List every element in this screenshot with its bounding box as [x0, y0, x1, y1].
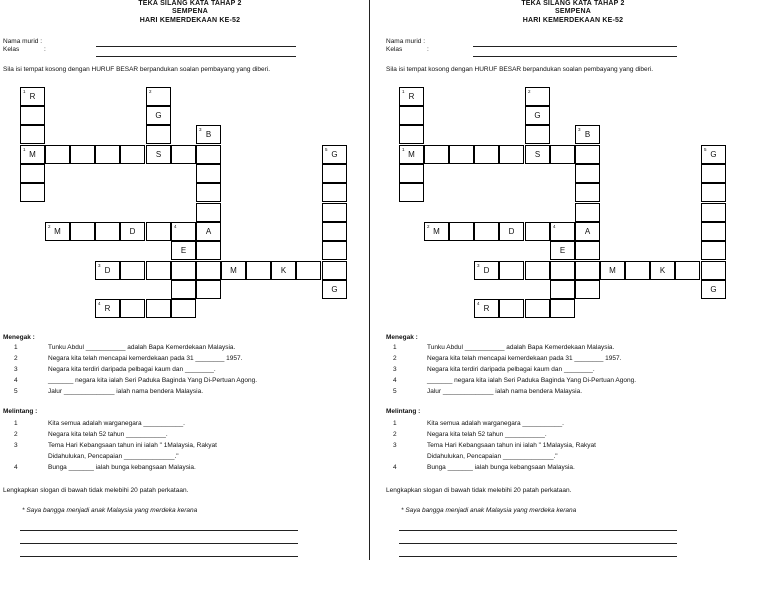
crossword-cell[interactable] — [322, 183, 347, 202]
crossword-cell[interactable] — [499, 261, 524, 280]
crossword-cell[interactable]: 1 R — [20, 87, 45, 106]
crossword-cell[interactable] — [171, 299, 196, 318]
crossword-cell[interactable] — [322, 164, 347, 183]
crossword-cell[interactable]: 4 — [550, 222, 575, 241]
crossword-cell[interactable]: 3 B — [575, 125, 600, 144]
class-label: Kelas — [3, 46, 20, 53]
title-line1: TEKA SILANG KATA TAHAP 2 — [521, 0, 625, 7]
crossword-cell[interactable] — [196, 183, 221, 202]
crossword-cell[interactable] — [196, 145, 221, 164]
crossword-cell[interactable] — [525, 261, 550, 280]
crossword-cell[interactable] — [675, 261, 700, 280]
crossword-cell[interactable]: M — [221, 261, 246, 280]
crossword-cell[interactable] — [399, 125, 424, 144]
crossword-cell[interactable] — [171, 261, 196, 280]
crossword-cell[interactable] — [499, 299, 524, 318]
answer-line[interactable] — [20, 543, 298, 544]
crossword-cell[interactable] — [575, 164, 600, 183]
crossword-cell[interactable] — [196, 280, 221, 299]
crossword-cell[interactable] — [399, 183, 424, 202]
crossword-cell[interactable] — [550, 145, 575, 164]
crossword-cell[interactable]: 2 M — [45, 222, 70, 241]
crossword-cell[interactable]: E — [550, 241, 575, 260]
crossword-cell[interactable]: 2 — [525, 87, 550, 106]
class-label: Kelas — [386, 46, 403, 53]
crossword-cell[interactable] — [399, 106, 424, 125]
crossword-cell[interactable] — [120, 299, 145, 318]
complete-instruction: Lengkapkan slogan di bawah tidak melebihi 20 patah perkataan. — [386, 487, 572, 494]
crossword-cell[interactable] — [550, 280, 575, 299]
crossword-cell[interactable] — [196, 203, 221, 222]
crossword-cell[interactable] — [499, 145, 524, 164]
slogan-prompt: * Saya bangga menjadi anak Malaysia yang merdeka kerana — [401, 507, 577, 514]
crossword-cell[interactable] — [120, 145, 145, 164]
crossword-cell[interactable] — [296, 261, 321, 280]
crossword-cell[interactable]: K — [271, 261, 296, 280]
crossword-cell[interactable] — [95, 222, 120, 241]
crossword-cell[interactable] — [322, 203, 347, 222]
answer-line[interactable] — [20, 530, 298, 531]
crossword-cell[interactable] — [120, 261, 145, 280]
title-line2: SEMPENA — [171, 8, 209, 15]
instruction: Sila isi tempat kosong dengan HURUF BESAR berpandukan soalan pembayang yang diberi. — [386, 66, 654, 73]
crossword-grid — [0, 0, 380, 330]
name-label: Nama murid : — [386, 38, 426, 45]
title-line3: HARI KEMERDEKAAN KE-52 — [522, 17, 624, 24]
crossword-cell[interactable] — [701, 183, 726, 202]
crossword-cell[interactable] — [474, 222, 499, 241]
crossword-cell[interactable] — [399, 164, 424, 183]
crossword-cell[interactable] — [550, 261, 575, 280]
crossword-cell[interactable] — [424, 145, 449, 164]
crossword-cell[interactable] — [525, 222, 550, 241]
complete-instruction: Lengkapkan slogan di bawah tidak melebihi 20 patah perkataan. — [3, 487, 189, 494]
crossword-cell[interactable] — [701, 164, 726, 183]
crossword-cell[interactable] — [575, 183, 600, 202]
crossword-cell[interactable] — [146, 125, 171, 144]
crossword-cell[interactable] — [474, 145, 499, 164]
menegak-heading: Menegak : — [3, 334, 35, 341]
crossword-cell[interactable]: 2 M — [424, 222, 449, 241]
crossword-cell[interactable] — [146, 222, 171, 241]
crossword-cell[interactable] — [146, 299, 171, 318]
crossword-cell[interactable]: S — [146, 145, 171, 164]
crossword-cell[interactable]: 5 G — [322, 145, 347, 164]
crossword-cell[interactable] — [449, 145, 474, 164]
crossword-cell[interactable]: 1 M — [399, 145, 424, 164]
title-line3: HARI KEMERDEKAAN KE-52 — [139, 17, 241, 24]
crossword-cell[interactable]: 3 D — [474, 261, 499, 280]
crossword-cell[interactable] — [575, 203, 600, 222]
crossword-cell[interactable] — [246, 261, 271, 280]
crossword-cell[interactable] — [20, 183, 45, 202]
crossword-cell[interactable] — [575, 145, 600, 164]
answer-line[interactable] — [399, 543, 677, 544]
melintang-heading: Melintang : — [386, 408, 421, 415]
crossword-cell[interactable]: A — [196, 222, 221, 241]
answer-line[interactable] — [20, 556, 298, 557]
crossword-cell[interactable]: M — [600, 261, 625, 280]
crossword-cell[interactable] — [701, 222, 726, 241]
answer-line[interactable] — [399, 530, 677, 531]
crossword-cell[interactable] — [95, 145, 120, 164]
crossword-cell[interactable]: 5 G — [701, 145, 726, 164]
crossword-cell[interactable]: 4 — [171, 222, 196, 241]
crossword-cell[interactable] — [70, 145, 95, 164]
crossword-cell[interactable] — [196, 261, 221, 280]
crossword-cell[interactable]: G — [322, 280, 347, 299]
crossword-cell[interactable] — [322, 241, 347, 260]
crossword-cell[interactable] — [322, 261, 347, 280]
crossword-cell[interactable] — [20, 164, 45, 183]
crossword-cell[interactable] — [575, 241, 600, 260]
class-colon: : — [44, 46, 46, 53]
crossword-cell[interactable]: 3 B — [196, 125, 221, 144]
crossword-cell[interactable] — [575, 280, 600, 299]
crossword-cell[interactable]: D — [499, 222, 524, 241]
crossword-cell[interactable] — [701, 203, 726, 222]
crossword-cell[interactable]: S — [525, 145, 550, 164]
crossword-cell[interactable] — [45, 145, 70, 164]
crossword-cell[interactable]: D — [120, 222, 145, 241]
crossword-cell[interactable]: 3 D — [95, 261, 120, 280]
crossword-cell[interactable] — [171, 145, 196, 164]
crossword-cell[interactable]: G — [146, 106, 171, 125]
crossword-cell[interactable] — [525, 299, 550, 318]
crossword-cell[interactable] — [70, 222, 95, 241]
crossword-cell[interactable] — [625, 261, 650, 280]
crossword-cell[interactable] — [20, 106, 45, 125]
crossword-cell[interactable]: 2 — [146, 87, 171, 106]
crossword-cell[interactable] — [701, 241, 726, 260]
crossword-cell[interactable]: A — [575, 222, 600, 241]
crossword-cell[interactable]: 1 R — [399, 87, 424, 106]
worksheet-left: TEKA SILANG KATA TAHAP 2 SEMPENA HARI KEMERDEKAAN KE-52 Nama murid : Kelas : Sila isi tempat kosong dengan HURUF BESAR berpandukan soalan pembayang yang diberi. 1 R 1 M S 2 G 3 B A 2 M D 4 E 3 D M K 4 R 5 G G Menegak : 1 Tunku Abdul ___________ adalah Bapa Kemerdekaan Malaysia. 2 Negara kita telah mencapai kemerdekaan pada 31 ________ 1957. 3 Negara kita terdiri daripada pelbagai kaum dan ________. 4 _______ negara kita ialah Seri Paduka Baginda Yang Di-Pertuan Agong. 5 Jalur ______________ ialah nama bendera Malaysia. Melintang : 1 Kita semua adalah warganegara ___________. 2 Negara kita telah 52 tahun ___________. 3 Tema Hari Kebangsaan tahun ini ialah " 1Malaysia, Rakyat Didahulukan, Pencapaian ______________." 4 Bunga _______ ialah bunga kebangsaan Malaysia. Lengkapkan slogan di bawah tidak melebihi 20 patah perkataan. * Saya bangga menjadi anak Malaysia yang merdeka kerana — [0, 0, 380, 594]
crossword-cell[interactable] — [20, 125, 45, 144]
crossword-cell[interactable]: 4 R — [95, 299, 120, 318]
crossword-cell[interactable] — [322, 222, 347, 241]
crossword-grid — [383, 0, 763, 330]
crossword-cell[interactable] — [196, 241, 221, 260]
crossword-cell[interactable] — [575, 261, 600, 280]
menegak-heading: Menegak : — [386, 334, 418, 341]
crossword-cell[interactable]: G — [525, 106, 550, 125]
crossword-cell[interactable]: E — [171, 241, 196, 260]
crossword-cell[interactable] — [550, 299, 575, 318]
crossword-cell[interactable]: 1 M — [20, 145, 45, 164]
title-line1: TEKA SILANG KATA TAHAP 2 — [138, 0, 242, 7]
worksheet-right: TEKA SILANG KATA TAHAP 2 SEMPENA HARI KEMERDEKAAN KE-52 Nama murid : Kelas : Sila isi tempat kosong dengan HURUF BESAR berpandukan soalan pembayang yang diberi. 1 R 1 M S 2 G 3 B A 2 M D 4 E 3 D M K 4 R 5 G G Menegak : 1 Tunku Abdul ___________ adalah Bapa Kemerdekaan Malaysia. 2 Negara kita telah mencapai kemerdekaan pada 31 ________ 1957. 3 Negara kita terdiri daripada pelbagai kaum dan ________. 4 _______ negara kita ialah Seri Paduka Baginda Yang Di-Pertuan Agong. 5 Jalur ______________ ialah nama bendera Malaysia. Melintang : 1 Kita semua adalah warganegara ___________. 2 Negara kita telah 52 tahun ___________. 3 Tema Hari Kebangsaan tahun ini ialah " 1Malaysia, Rakyat Didahulukan, Pencapaian ______________." 4 Bunga _______ ialah bunga kebangsaan Malaysia. Lengkapkan slogan di bawah tidak melebihi 20 patah perkataan. * Saya bangga menjadi anak Malaysia yang merdeka kerana — [383, 0, 763, 594]
melintang-heading: Melintang : — [3, 408, 38, 415]
answer-line[interactable] — [399, 556, 677, 557]
crossword-cell[interactable] — [701, 261, 726, 280]
slogan-prompt: * Saya bangga menjadi anak Malaysia yang merdeka kerana — [22, 507, 198, 514]
crossword-cell[interactable] — [146, 261, 171, 280]
instruction: Sila isi tempat kosong dengan HURUF BESAR berpandukan soalan pembayang yang diberi. — [3, 66, 271, 73]
title-line2: SEMPENA — [554, 8, 592, 15]
crossword-cell[interactable]: G — [701, 280, 726, 299]
crossword-cell[interactable] — [525, 125, 550, 144]
crossword-cell[interactable]: K — [650, 261, 675, 280]
crossword-cell[interactable] — [171, 280, 196, 299]
crossword-cell[interactable] — [196, 164, 221, 183]
name-label: Nama murid : — [3, 38, 43, 45]
class-colon: : — [427, 46, 429, 53]
crossword-cell[interactable]: 4 R — [474, 299, 499, 318]
crossword-cell[interactable] — [449, 222, 474, 241]
